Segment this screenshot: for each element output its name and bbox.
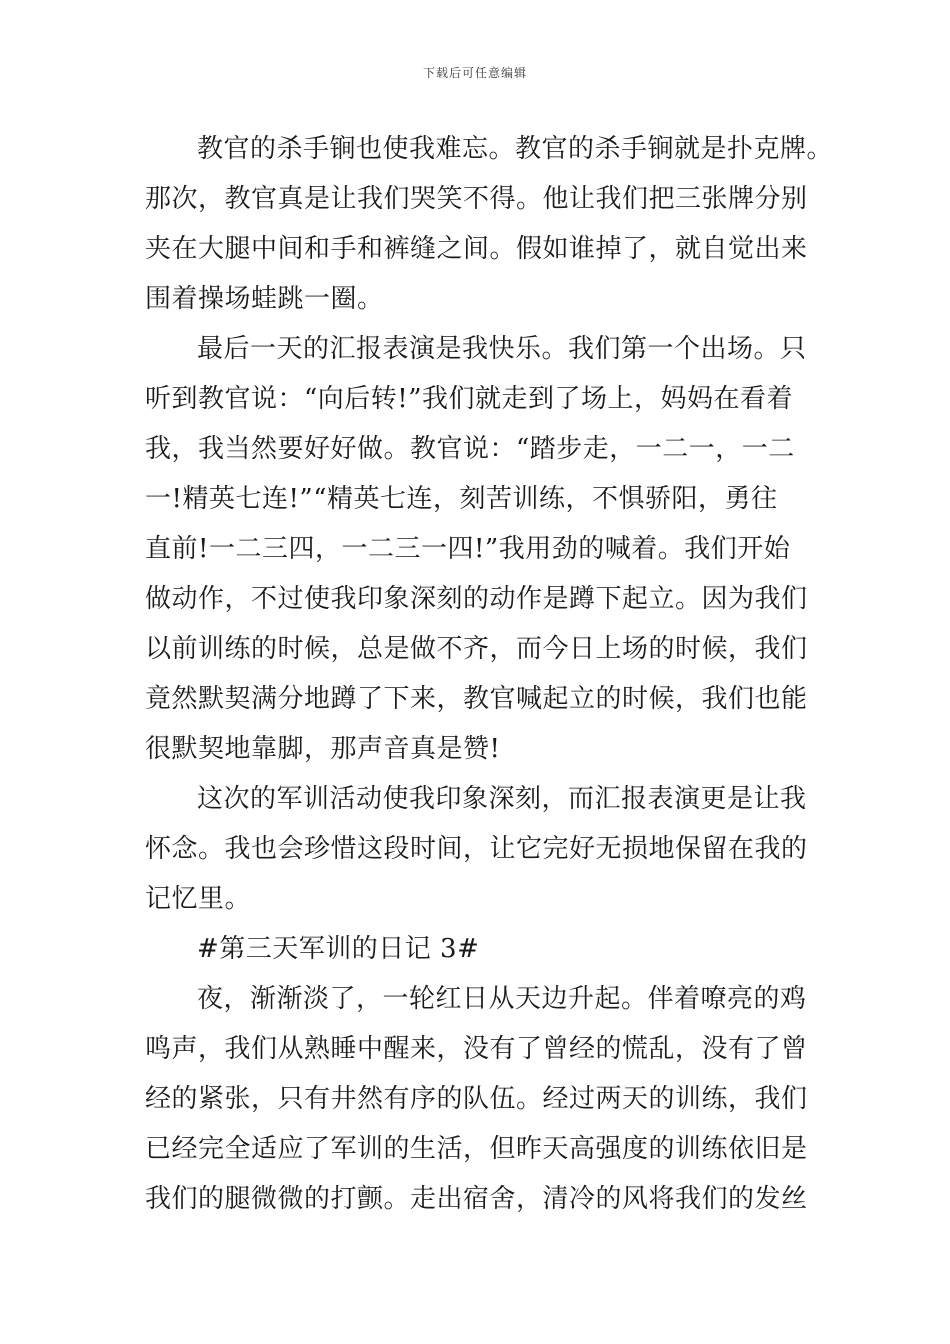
text-line: 教官的杀手锏也使我难忘。教官的杀手锏就是扑克牌。: [197, 134, 834, 164]
text-line: 经的紧张，只有井然有序的队伍。经过两天的训练，我们: [145, 1084, 808, 1114]
text-line: 最后一天的汇报表演是我快乐。我们第一个出场。只: [197, 334, 807, 364]
text-line: 我，我当然要好好做。教官说：“踏步走，一二一，一二: [145, 434, 795, 464]
document-body: [145, 124, 834, 1224]
text-line: 我们的腿微微的打颤。走出宿舍，清冷的风将我们的发丝: [145, 1184, 808, 1214]
text-line: 鸣声，我们从熟睡中醒来，没有了曾经的慌乱，没有了曾: [145, 1034, 808, 1064]
text-line: 这次的军训活动使我印象深刻，而汇报表演更是让我: [197, 784, 807, 814]
text-line: 做动作，不过使我印象深刻的动作是蹲下起立。因为我们: [145, 584, 808, 614]
page-header: 下载后可任意编辑: [422, 66, 527, 80]
text-line: 夹在大腿中间和手和裤缝之间。假如谁掉了，就自觉出来: [145, 234, 808, 264]
text-line: 已经完全适应了军训的生活，但昨天高强度的训练依旧是: [145, 1134, 808, 1164]
text-line: 那次，教官真是让我们哭笑不得。他让我们把三张牌分别: [145, 184, 808, 214]
paragraph: [145, 124, 834, 324]
text-line: 直前!一二三四，一二三一四!”我用劲的喊着。我们开始: [145, 534, 791, 564]
paragraph: [145, 774, 825, 924]
text-line: 竟然默契满分地蹲了下来，教官喊起立的时候，我们也能: [145, 684, 808, 714]
section-heading: [145, 924, 825, 974]
text-line: 怀念。我也会珍惜这段时间，让它完好无损地保留在我的: [145, 834, 808, 864]
text-line: 围着操场蛙跳一圈。: [145, 284, 384, 314]
text-line: 很默契地靠脚，那声音真是赞!: [145, 734, 501, 764]
paragraph: [145, 324, 825, 774]
text-line: 夜，渐渐淡了，一轮红日从天边升起。伴着嘹亮的鸡: [197, 984, 807, 1014]
text-line: 记忆里。: [145, 884, 252, 914]
heading-line: #第三天军训的日记 3#: [197, 934, 480, 964]
text-line: 以前训练的时候，总是做不齐，而今日上场的时候，我们: [145, 634, 808, 664]
text-line: 一!精英七连!”“精英七连，刻苦训练，不惧骄阳，勇往: [145, 484, 778, 514]
paragraph: [145, 974, 825, 1224]
text-line: 听到教官说：“向后转!”我们就走到了场上，妈妈在看着: [145, 384, 794, 414]
